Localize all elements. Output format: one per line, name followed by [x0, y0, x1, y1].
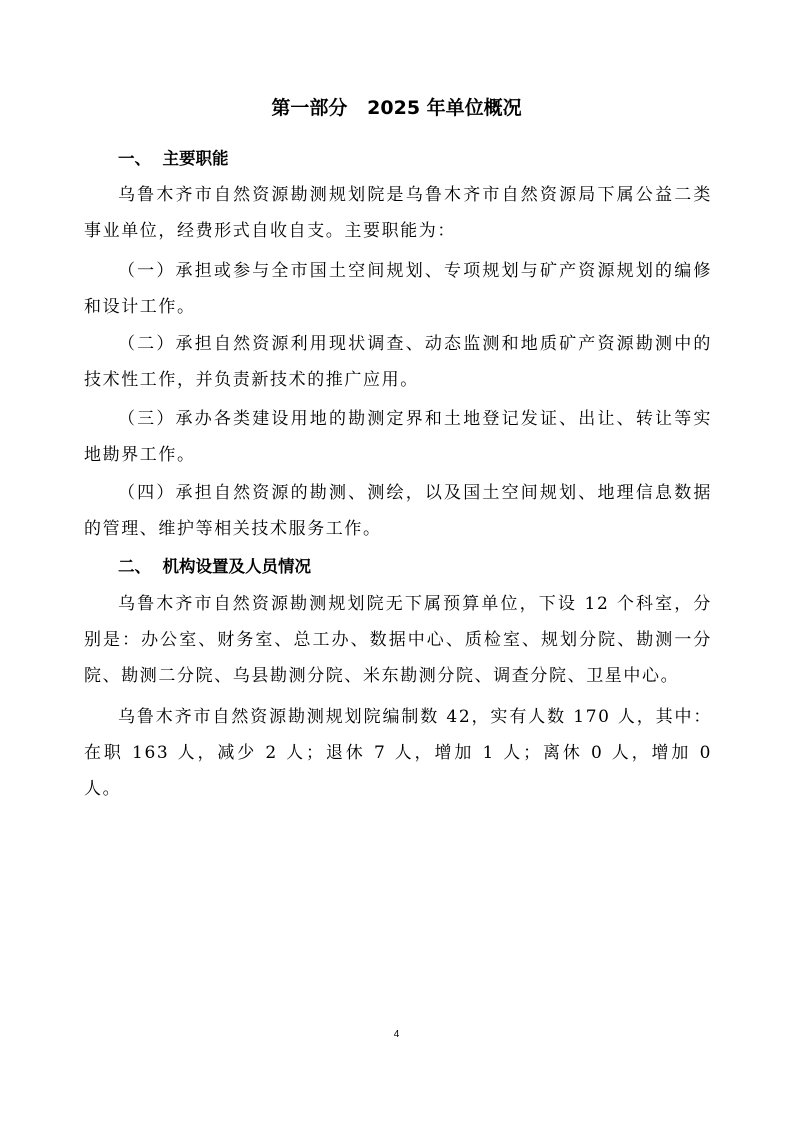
page-title: 第一部分 2025 年单位概况	[271, 97, 522, 119]
paragraph-function-1: （一）承担或参与全市国土空间规划、专项规划与矿产资源规划的编修和设计工作。	[84, 261, 712, 317]
section-heading-organization-staff: 二、 机构设置及人员情况	[118, 557, 311, 576]
page-number: 4	[393, 1029, 400, 1040]
paragraph-function-2: （二）承担自然资源利用现状调查、动态监测和地质矿产资源勘测中的技术性工作，并负责新技术的推广应用。	[84, 334, 712, 390]
paragraph-function-4: （四）承担自然资源的勘测、测绘，以及国土空间规划、地理信息数据的管理、维护等相关技术服务工作。	[84, 483, 712, 539]
paragraph-departments: 乌鲁木齐市自然资源勘测规划院无下属预算单位，下设 12 个科室，分别是：办公室、财务室、总工办、数据中心、质检室、规划分院、勘测一分院、勘测二分院、乌县勘测分院、米东勘测分院、调查分院、卫星中心。	[84, 594, 712, 686]
paragraph-staffing: 乌鲁木齐市自然资源勘测规划院编制数 42，实有人数 170 人，其中：在职 163 人，减少 2 人；退休 7 人，增加 1 人；离休 0 人，增加 0 人。	[84, 707, 712, 799]
section-heading-main-functions: 一、 主要职能	[118, 149, 229, 168]
paragraph-function-3: （三）承办各类建设用地的勘测定界和土地登记发证、出让、转让等实地勘界工作。	[84, 409, 712, 465]
paragraph-unit-intro: 乌鲁木齐市自然资源勘测规划院是乌鲁木齐市自然资源局下属公益二类事业单位，经费形式自收自支。主要职能为：	[84, 185, 712, 241]
